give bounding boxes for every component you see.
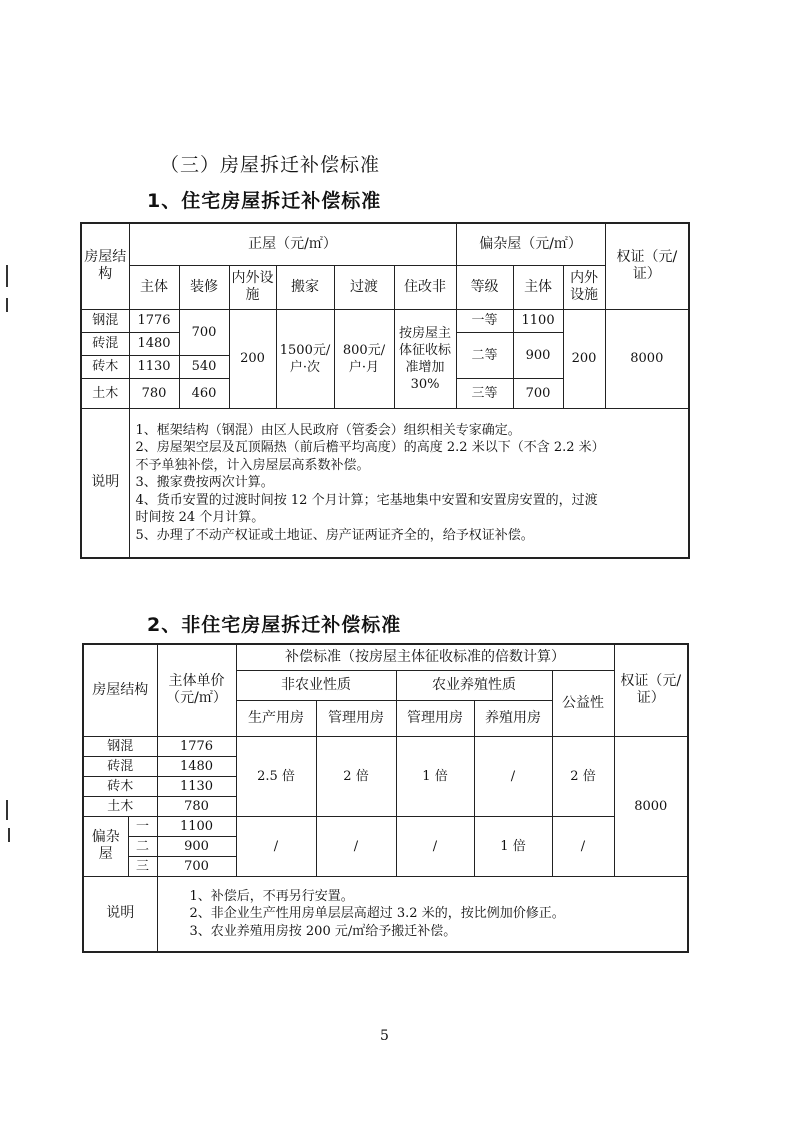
t2-structure: 钢混 bbox=[83, 736, 157, 756]
t1-note-line: 4、货币安置的过渡时间按 12 个月计算；宅基地集中安置和安置房安置的，过渡 bbox=[135, 492, 598, 508]
t1-decoration-shared: 700 bbox=[179, 309, 229, 355]
t1-header-transition: 过渡 bbox=[334, 265, 394, 309]
t1-main-price: 1776 bbox=[129, 309, 179, 332]
t2-header-production: 生产用房 bbox=[236, 700, 316, 736]
table2-heading: 2、非住宅房屋拆迁补偿标准 bbox=[147, 614, 402, 636]
t1-header-side-facilities: 内外设施 bbox=[563, 265, 605, 309]
t1-header-title-cert: 权证（元/证） bbox=[605, 223, 689, 309]
t2-side-public: / bbox=[552, 816, 614, 876]
t2-unit-price: 900 bbox=[157, 836, 236, 856]
t2-header-structure: 房屋结构 bbox=[83, 644, 157, 736]
t2-unit-price: 1776 bbox=[157, 736, 236, 756]
t1-header-main-house: 正屋（元/㎡） bbox=[129, 223, 456, 265]
t2-side-agri-management: / bbox=[396, 816, 474, 876]
t2-structure: 砖混 bbox=[83, 756, 157, 776]
t1-grade-price: 1100 bbox=[513, 309, 563, 332]
section-title: （三）房屋拆迁补偿标准 bbox=[160, 154, 381, 176]
t2-note-line: 2、非企业生产性用房单层层高超过 3.2 米的，按比例加价修正。 bbox=[189, 906, 565, 921]
t2-notes-label: 说明 bbox=[83, 876, 157, 952]
t2-breeding-multiplier: / bbox=[474, 736, 552, 816]
t2-header-agri: 农业养殖性质 bbox=[396, 670, 552, 700]
t1-transition-fee: 800元/户·月 bbox=[334, 309, 394, 408]
t1-grade-price: 700 bbox=[513, 378, 563, 408]
t2-unit-price: 1100 bbox=[157, 816, 236, 836]
t1-header-moving: 搬家 bbox=[276, 265, 334, 309]
t1-header-side-house: 偏杂屋（元/㎡） bbox=[456, 223, 605, 265]
scan-mark bbox=[6, 800, 8, 820]
t1-main-price: 1480 bbox=[129, 332, 179, 355]
t1-structure: 砖木 bbox=[81, 355, 129, 378]
t1-header-non-residential: 住改非 bbox=[394, 265, 456, 309]
t1-structure: 土木 bbox=[81, 378, 129, 408]
t2-structure: 土木 bbox=[83, 796, 157, 816]
t2-side-grade: 二 bbox=[128, 836, 157, 856]
t1-notes bbox=[129, 408, 689, 558]
t2-side-production: / bbox=[236, 816, 316, 876]
scan-mark bbox=[8, 828, 10, 842]
t2-agri-management-multiplier: 1 倍 bbox=[396, 736, 474, 816]
t2-side-management: / bbox=[316, 816, 396, 876]
t1-note-line: 不予单独补偿，计入房屋层高系数补偿。 bbox=[135, 457, 370, 473]
t1-note-line: 5、办理了不动产权证或土地证、房产证两证齐全的，给予权证补偿。 bbox=[135, 527, 534, 543]
t1-facilities: 200 bbox=[229, 309, 276, 408]
t1-note-line: 2、房屋架空层及瓦顶隔热（前后檐平均高度）的高度 2.2 米以下（不含 2.2 米） bbox=[135, 440, 605, 455]
t1-note-line: 时间按 24 个月计算。 bbox=[135, 510, 265, 525]
residential-compensation-table bbox=[80, 222, 690, 559]
t2-header-agri-management: 管理用房 bbox=[396, 700, 474, 736]
t1-main-price: 780 bbox=[129, 378, 179, 408]
table1-heading: 1、住宅房屋拆迁补偿标准 bbox=[147, 190, 382, 212]
t1-header-main: 主体 bbox=[129, 265, 179, 309]
t1-header-grade: 等级 bbox=[456, 265, 513, 309]
t2-side-grade: 三 bbox=[128, 856, 157, 876]
t2-header-breeding: 养殖用房 bbox=[474, 700, 552, 736]
t2-structure: 砖木 bbox=[83, 776, 157, 796]
non-residential-compensation-table bbox=[82, 643, 689, 953]
t1-note-line: 3、搬家费按两次计算。 bbox=[135, 475, 274, 490]
t2-notes bbox=[157, 876, 688, 952]
t2-side-grade: 一 bbox=[128, 816, 157, 836]
t1-header-structure: 房屋结构 bbox=[81, 223, 129, 309]
t1-notes-label: 说明 bbox=[81, 408, 129, 558]
t2-header-non-agri: 非农业性质 bbox=[236, 670, 396, 700]
t2-side-breeding: 1 倍 bbox=[474, 816, 552, 876]
t1-structure: 钢混 bbox=[81, 309, 129, 332]
t1-structure: 砖混 bbox=[81, 332, 129, 355]
t1-side-facilities: 200 bbox=[563, 309, 605, 408]
t2-note-line: 3、农业养殖用房按 200 元/㎡给予搬迁补偿。 bbox=[189, 923, 457, 939]
t2-header-public: 公益性 bbox=[552, 670, 614, 736]
t2-header-title-cert: 权证（元/证） bbox=[614, 644, 688, 736]
t1-non-residential: 按房屋主体征收标准增加30% bbox=[394, 309, 456, 408]
t2-unit-price: 1130 bbox=[157, 776, 236, 796]
t1-grade-price: 900 bbox=[513, 332, 563, 378]
t1-note-line: 1、框架结构（钢混）由区人民政府（管委会）组织相关专家确定。 bbox=[135, 422, 521, 438]
t1-header-facilities: 内外设施 bbox=[229, 265, 276, 309]
t1-main-price: 1130 bbox=[129, 355, 179, 378]
t1-header-side-main: 主体 bbox=[513, 265, 563, 309]
t2-unit-price: 780 bbox=[157, 796, 236, 816]
t2-title-cert: 8000 bbox=[614, 736, 688, 876]
t2-public-multiplier: 2 倍 bbox=[552, 736, 614, 816]
t1-decoration: 540 bbox=[179, 355, 229, 378]
scan-mark bbox=[6, 265, 8, 287]
t2-side-label: 偏杂屋 bbox=[83, 816, 128, 876]
t2-management-multiplier: 2 倍 bbox=[316, 736, 396, 816]
t1-title-cert: 8000 bbox=[605, 309, 689, 408]
t2-header-management: 管理用房 bbox=[316, 700, 396, 736]
t1-decoration: 460 bbox=[179, 378, 229, 408]
t1-grade: 三等 bbox=[456, 378, 513, 408]
t1-grade: 二等 bbox=[456, 332, 513, 378]
t1-grade: 一等 bbox=[456, 309, 513, 332]
t2-unit-price: 1480 bbox=[157, 756, 236, 776]
t2-note-line: 1、补偿后，不再另行安置。 bbox=[189, 888, 354, 904]
t2-unit-price: 700 bbox=[157, 856, 236, 876]
scan-mark bbox=[6, 298, 8, 312]
t2-header-compensation: 补偿标准（按房屋主体征收标准的倍数计算） bbox=[236, 644, 614, 670]
t1-header-decoration: 装修 bbox=[179, 265, 229, 309]
page-number: 5 bbox=[380, 1028, 389, 1044]
t1-moving-fee: 1500元/户·次 bbox=[276, 309, 334, 408]
t2-header-unit-price: 主体单价（元/㎡） bbox=[157, 644, 236, 736]
t2-production-multiplier: 2.5 倍 bbox=[236, 736, 316, 816]
